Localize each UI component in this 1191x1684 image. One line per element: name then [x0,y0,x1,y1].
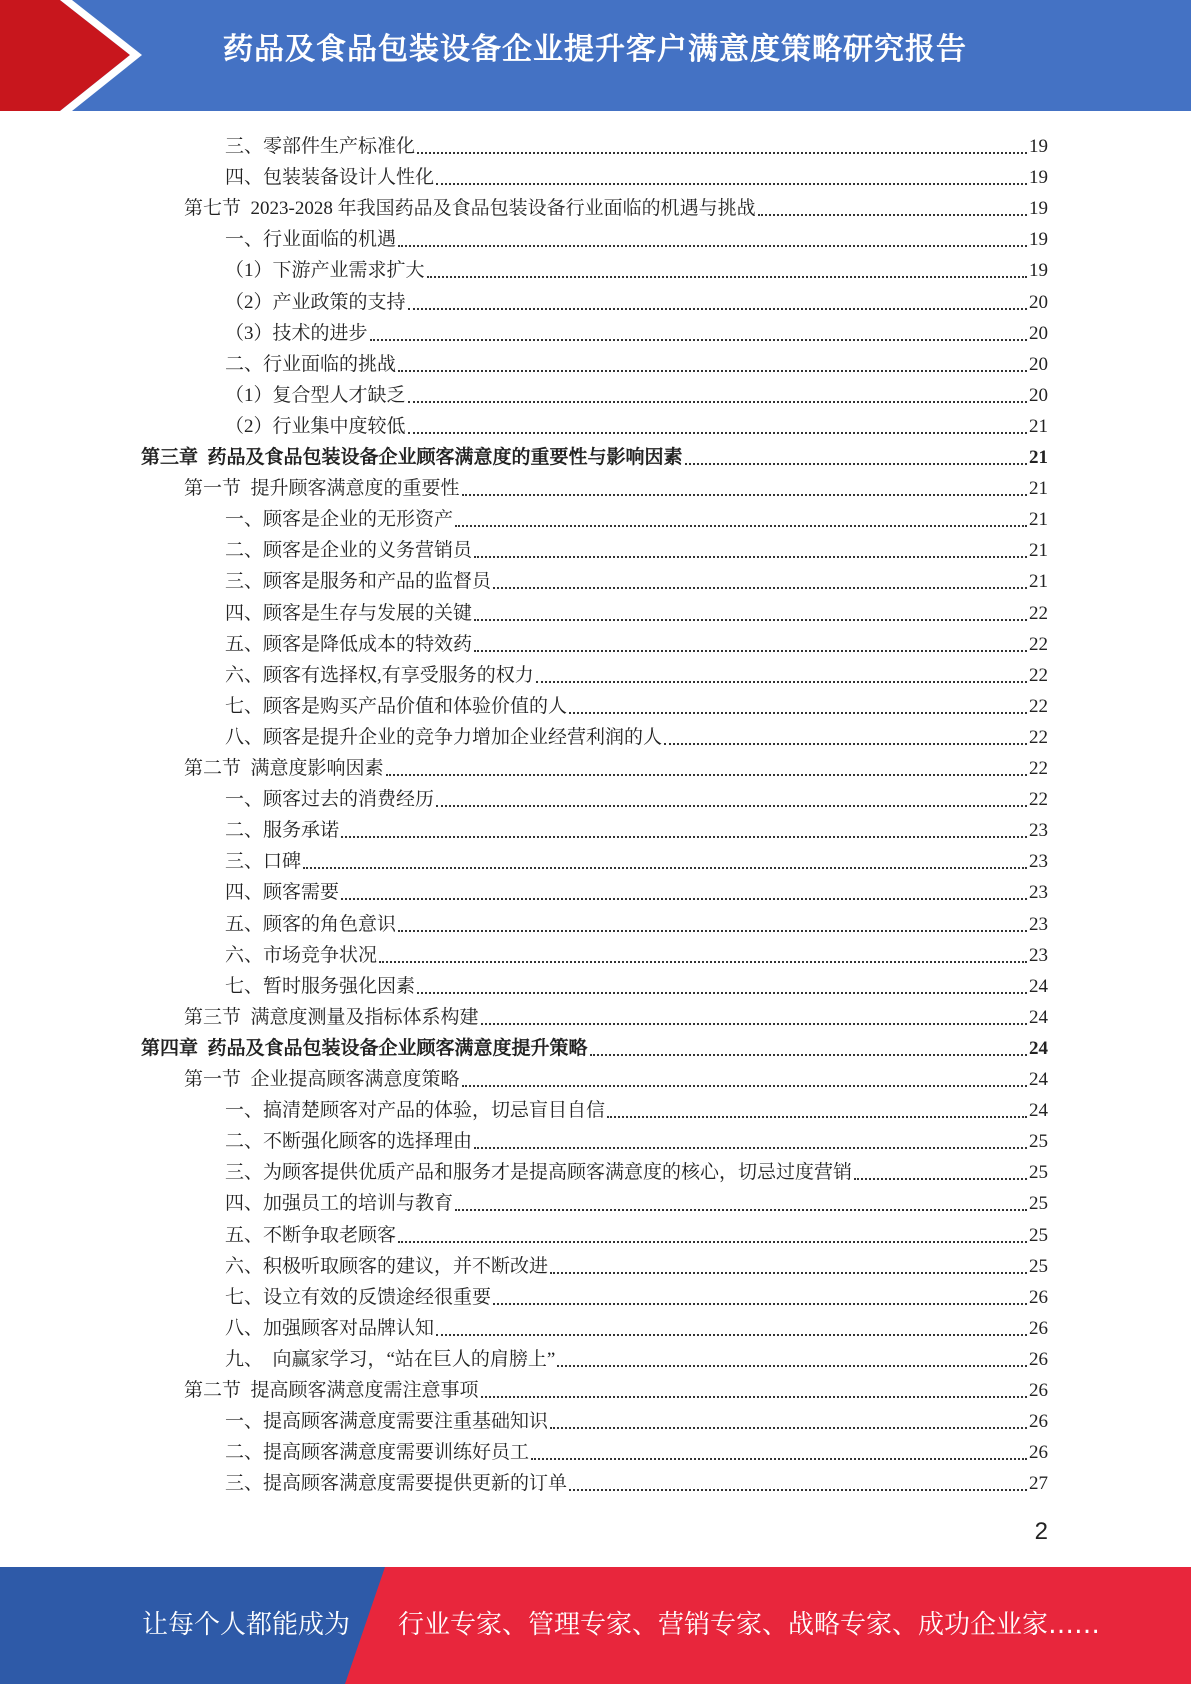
toc-entry-label: 一、搞清楚顾客对产品的体验，切忌盲目自信 [225,1100,606,1122]
toc-dot-leader [341,897,1027,900]
toc-entry-item[interactable] [225,501,1048,532]
toc-dot-leader [569,711,1027,714]
toc-entry-page: 21 [1029,447,1048,468]
toc-entry-item[interactable] [225,688,1048,719]
toc-entry-page: 22 [1029,633,1048,655]
toc-dot-leader [455,524,1027,527]
toc-entry-page: 19 [1029,136,1048,157]
toc-dot-leader [607,1115,1027,1118]
toc-entry-item[interactable] [225,843,1048,874]
toc-entry-section[interactable] [184,470,1048,501]
toc-entry-page: 19 [1029,198,1048,220]
toc-entry-label: 三、为顾客提供优质产品和服务才是提高顾客满意度的核心，切忌过度营销 [225,1162,853,1184]
toc-entry-label: 二、服务承诺 [225,820,340,842]
toc-entry-label: 五、顾客是降低成本的特效药 [225,633,473,655]
page-footer [0,1567,1191,1684]
toc-entry-page: 24 [1029,1006,1048,1028]
toc-entry-label: 一、提高顾客满意度需要注重基础知识 [225,1411,549,1433]
toc-entry-chapter[interactable] [141,1030,1048,1061]
toc-dot-leader [436,804,1027,807]
toc-entry-item[interactable] [225,1092,1048,1123]
toc-dot-leader [474,1146,1027,1149]
toc-entry-item[interactable] [225,874,1048,905]
toc-entry-item[interactable] [225,346,1048,377]
red-chevron-decoration [0,0,150,111]
toc-entry-page: 21 [1029,415,1048,437]
toc-dot-leader [386,773,1027,776]
toc-entry-item[interactable] [225,563,1048,594]
toc-entry-label: 一、行业面临的机遇 [225,229,397,251]
toc-entry-item[interactable] [225,906,1048,937]
toc-entry-label: 七、设立有效的反馈途经很重要 [225,1286,492,1308]
toc-dot-leader [481,1022,1027,1025]
toc-entry-page: 22 [1029,695,1048,717]
toc-entry-item[interactable] [225,1310,1048,1341]
toc-entry-label: 第一节 企业提高顾客满意度策略 [184,1069,460,1090]
toc-entry-page: 25 [1029,1131,1048,1153]
toc-entry-label: 第七节 2023-2028 年我国药品及食品包装设备行业面临的机遇与挑战 [184,198,756,220]
toc-entry-label: 六、顾客有选择权,有享受服务的权力 [225,664,534,686]
toc-entry-page: 22 [1029,664,1048,686]
toc-entry-item[interactable] [225,159,1048,190]
footer-slogan-left: 让每个人都能成为 [142,1610,351,1640]
toc-dot-leader [398,929,1027,932]
toc-dot-leader [417,991,1027,994]
toc-entry-page: 20 [1029,322,1048,344]
toc-entry-label: 七、顾客是购买产品价值和体验价值的人 [225,695,568,717]
toc-dot-leader [474,618,1027,621]
toc-entry-label: 七、暂时服务强化因素 [225,975,416,997]
toc-entry-page: 23 [1029,820,1048,842]
toc-entry-label: 第一节 提升顾客满意度的重要性 [184,478,460,500]
toc-dot-leader [417,151,1027,154]
toc-entry-page: 21 [1029,540,1048,562]
toc-entry-label: 三、口碑 [225,851,302,873]
toc-entry-label: 二、行业面临的挑战 [225,353,397,375]
toc-entry-label: 六、市场竞争状况 [225,944,378,966]
toc-entry-item[interactable] [225,1123,1048,1154]
toc-entry-sub[interactable] [225,284,1048,315]
toc-entry-label: 五、不断争取老顾客 [225,1224,397,1246]
toc-entry-page: 24 [1029,1037,1048,1059]
toc-entry-section[interactable] [184,1061,1048,1092]
toc-entry-label: （1）下游产业需求扩大 [225,260,425,282]
toc-entry-label: 四、加强员工的培训与教育 [225,1193,454,1215]
toc-entry-page: 20 [1029,384,1048,406]
toc-entry-label: 第四章 药品及食品包装设备企业顾客满意度提升策略 [141,1037,588,1059]
toc-dot-leader [493,1302,1027,1305]
toc-entry-label: 第三节 满意度测量及指标体系构建 [184,1006,479,1028]
toc-entry-label: 第二节 满意度影响因素 [184,758,384,779]
toc-entry-label: （1）复合型人才缺乏 [225,384,406,406]
toc-dot-leader [427,275,1027,278]
toc-entry-section[interactable] [184,750,1048,781]
toc-entry-page: 26 [1029,1411,1048,1433]
toc-entry-label: （2）行业集中度较低 [225,415,406,437]
toc-entry-item[interactable] [225,1403,1048,1434]
toc-entry-label: 一、顾客是企业的无形资产 [225,509,454,531]
toc-entry-label: 九、 向赢家学习，“站在巨人的肩膀上” [225,1348,556,1370]
toc-dot-leader [531,1457,1027,1460]
toc-entry-page: 20 [1029,291,1048,313]
toc-entry-label: （3）技术的进步 [225,322,368,344]
toc-entry-item[interactable] [225,1279,1048,1310]
toc-entry-label: 四、包装装备设计人性化 [225,167,435,189]
toc-entry-sub[interactable] [225,315,1048,346]
toc-dot-leader [398,369,1027,372]
toc-entry-page: 25 [1029,1162,1048,1184]
toc-entry-page: 25 [1029,1224,1048,1246]
toc-entry-label: 三、零部件生产标准化 [225,136,416,157]
toc-entry-label: 三、提高顾客满意度需要提供更新的订单 [225,1473,568,1495]
toc-entry-item[interactable] [225,1341,1048,1372]
toc-dot-leader [758,213,1027,216]
toc-entry-item[interactable] [225,595,1048,626]
toc-entry-sub[interactable] [225,377,1048,408]
toc-dot-leader [303,866,1027,869]
toc-dot-leader [408,307,1027,310]
toc-entry-page: 23 [1029,944,1048,966]
toc-entry-page: 23 [1029,913,1048,935]
toc-entry-page: 26 [1029,1442,1048,1464]
toc-entry-section[interactable] [184,999,1048,1030]
toc-dot-leader [408,400,1027,403]
toc-dot-leader [481,1395,1027,1398]
toc-dot-leader [408,431,1027,434]
toc-entry-label: （2）产业政策的支持 [225,291,406,313]
toc-dot-leader [455,1208,1027,1211]
toc-entry-section[interactable] [184,1372,1048,1403]
toc-entry-label: 四、顾客是生存与发展的关键 [225,602,473,624]
toc-dot-leader [685,462,1027,465]
toc-entry-page: 23 [1029,882,1048,904]
toc-dot-leader [493,586,1027,589]
toc-entry-label: 八、顾客是提升企业的竞争力增加企业经营利润的人 [225,726,663,748]
toc-entry-page: 26 [1029,1380,1048,1401]
toc-entry-page: 26 [1029,1317,1048,1339]
toc-entry-sub[interactable] [225,408,1048,439]
toc-entry-label: 二、不断强化顾客的选择理由 [225,1131,473,1153]
toc-dot-leader [436,182,1027,185]
toc-entry-page: 26 [1029,1348,1048,1370]
toc-entry-page: 22 [1029,726,1048,748]
toc-entry-page: 25 [1029,1193,1048,1215]
toc-entry-item[interactable] [225,1217,1048,1248]
toc-dot-leader [474,555,1027,558]
toc-entry-item[interactable] [225,781,1048,812]
toc-entry-label: 四、顾客需要 [225,882,340,904]
toc-entry-item[interactable] [225,626,1048,657]
toc-entry-item[interactable] [225,532,1048,563]
toc-dot-leader [590,1053,1027,1056]
toc-entry-page: 21 [1029,478,1048,500]
toc-entry-section[interactable] [184,190,1048,221]
toc-entry-item[interactable] [225,719,1048,750]
toc-dot-leader [536,680,1027,683]
toc-dot-leader [664,742,1027,745]
toc-entry-label: 八、加强顾客对品牌认知 [225,1317,435,1339]
toc-dot-leader [462,1084,1027,1087]
toc-entry-page: 19 [1029,167,1048,189]
toc-entry-chapter[interactable] [141,439,1048,470]
toc-entry-item[interactable] [225,1185,1048,1216]
toc-entry-label: 二、顾客是企业的义务营销员 [225,540,473,562]
toc-entry-page: 21 [1029,571,1048,593]
toc-entry-item[interactable] [225,1248,1048,1279]
toc-entry-page: 22 [1029,602,1048,624]
report-title: 药品及食品包装设备企业提升客户满意度策略研究报告 [223,32,967,67]
toc-entry-label: 一、顾客过去的消费经历 [225,789,435,811]
toc-dot-leader [398,1240,1027,1243]
toc-entry-label: 第二节 提高顾客满意度需注意事项 [184,1380,479,1401]
toc-entry-label: 二、提高顾客满意度需要训练好员工 [225,1442,530,1464]
toc-entry-item[interactable] [225,221,1048,252]
toc-dot-leader [436,1333,1027,1336]
toc-dot-leader [557,1364,1027,1367]
toc-entry-item[interactable] [225,1465,1048,1496]
footer-slogan-right: 行业专家、管理专家、营销专家、战略专家、成功企业家…… [398,1610,1101,1640]
toc-entry-page: 25 [1029,1255,1048,1277]
toc-dot-leader [550,1426,1027,1429]
toc-entry-page: 26 [1029,1286,1048,1308]
toc-entry-page: 23 [1029,851,1048,873]
toc-entry-sub[interactable] [225,252,1048,283]
toc-dot-leader [854,1177,1027,1180]
page-header [0,0,1191,111]
toc-entry-label: 六、积极听取顾客的建议，并不断改进 [225,1255,549,1277]
toc-entry-label: 三、顾客是服务和产品的监督员 [225,571,492,593]
toc-dot-leader [569,1488,1027,1491]
toc-entry-item[interactable] [225,812,1048,843]
toc-entry-page: 24 [1029,1069,1048,1090]
toc-entry-item[interactable] [225,1434,1048,1465]
toc-entry-page: 19 [1029,260,1048,282]
toc-entry-item[interactable] [225,937,1048,968]
toc-dot-leader [341,835,1027,838]
toc-dot-leader [370,338,1027,341]
toc-entry-label: 五、顾客的角色意识 [225,913,397,935]
toc-entry-page: 20 [1029,353,1048,375]
toc-entry-item[interactable] [225,657,1048,688]
toc-entry-page: 24 [1029,1100,1048,1122]
toc-entry-item[interactable] [225,1154,1048,1185]
toc-entry-item[interactable] [225,128,1048,159]
toc-entry-page: 27 [1029,1473,1048,1495]
page-number: 2 [1034,1518,1048,1545]
toc-entry-label: 第三章 药品及食品包装设备企业顾客满意度的重要性与影响因素 [141,447,683,468]
toc-dot-leader [550,1271,1027,1274]
toc-entry-page: 19 [1029,229,1048,251]
toc-dot-leader [474,649,1027,652]
toc-entry-page: 22 [1029,758,1048,779]
toc-dot-leader [379,960,1027,963]
toc-entry-item[interactable] [225,968,1048,999]
toc-entry-page: 21 [1029,509,1048,531]
toc-entry-page: 24 [1029,975,1048,997]
toc-dot-leader [462,493,1027,496]
toc-dot-leader [398,244,1027,247]
toc-entry-page: 22 [1029,789,1048,811]
